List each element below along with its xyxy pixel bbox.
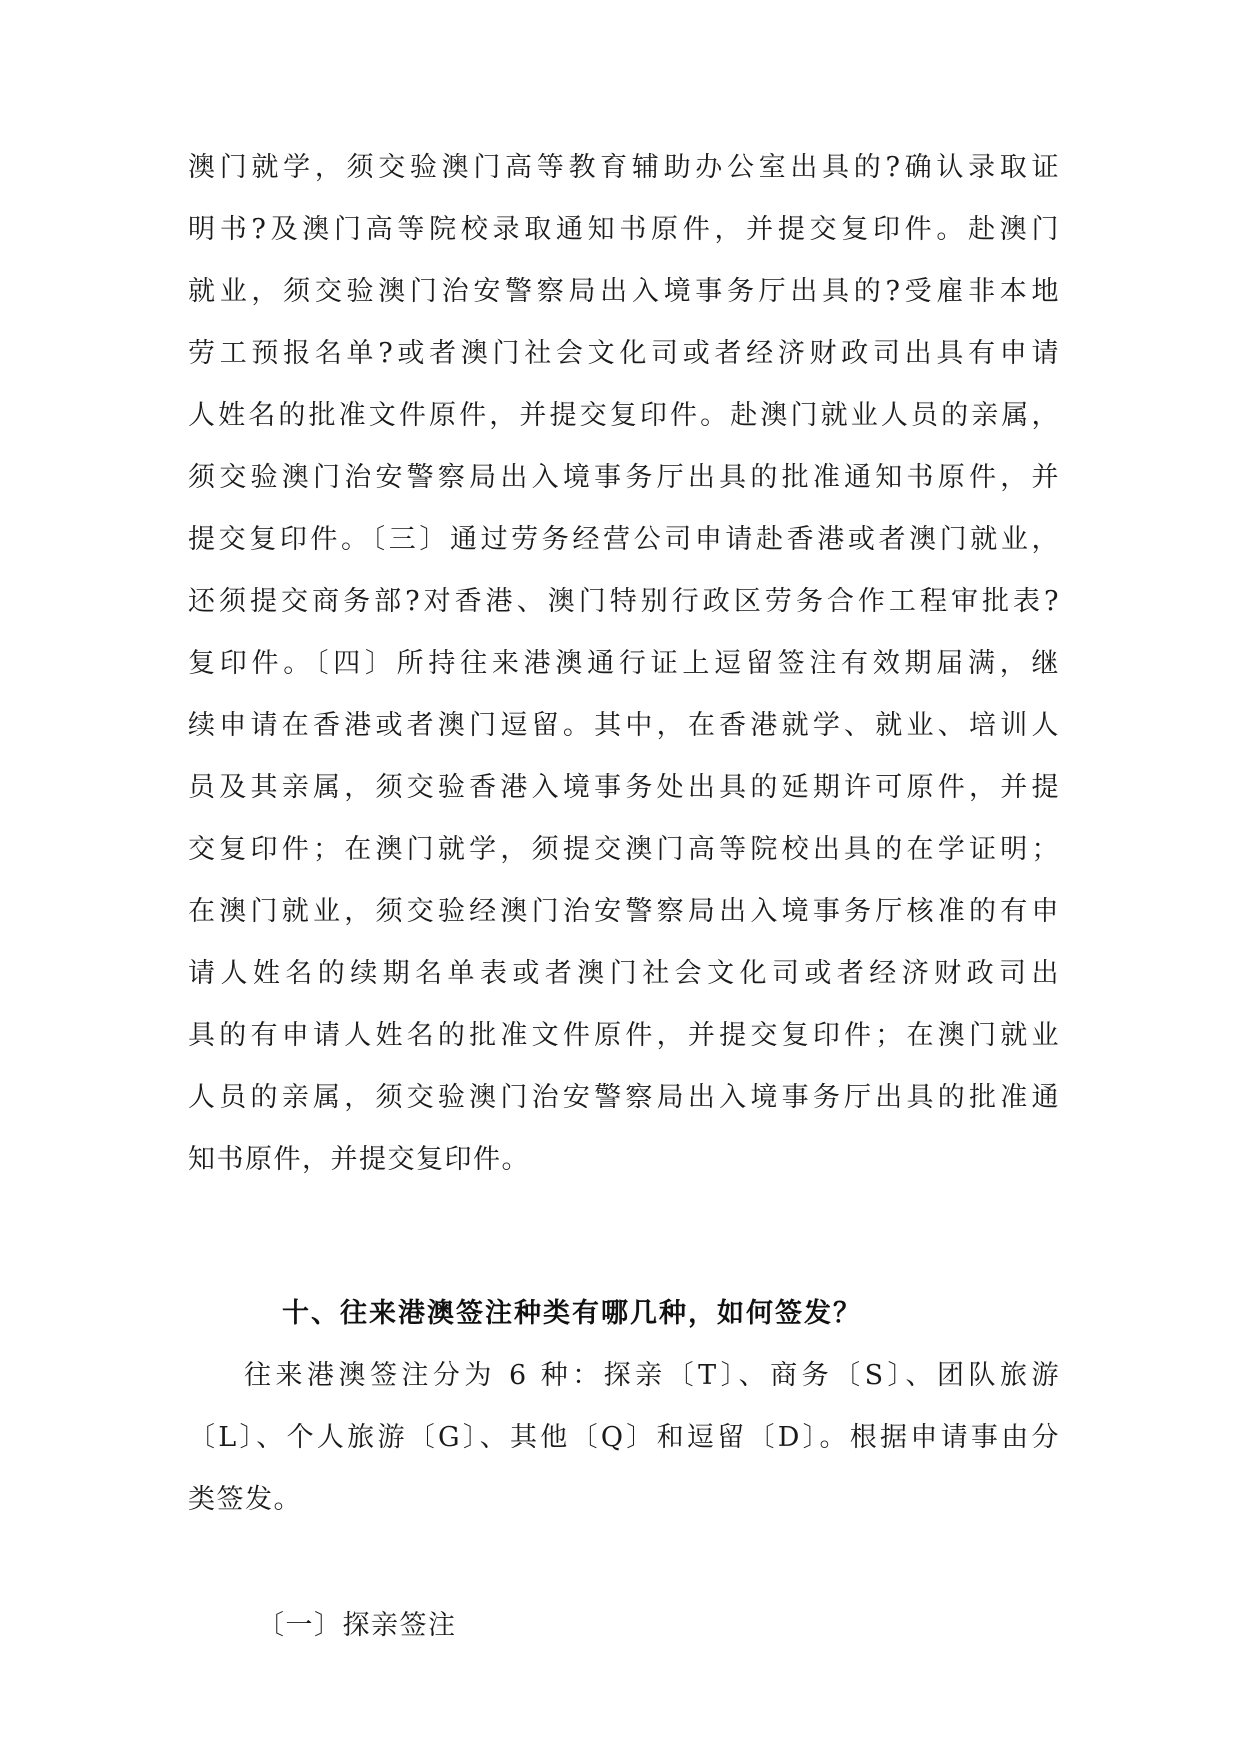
subsection-heading: 〔一〕探亲签注 [257,1610,457,1641]
paragraph-line: 澳门就学，须交验澳门高等教育辅助办公室出具的?确认录取证 [188,152,1060,183]
paragraph-line: 类签发。 [188,1484,302,1515]
paragraph-line: 人员的亲属，须交验澳门治安警察局出入境事务厅出具的批准通 [188,1082,1060,1113]
section-heading: 十、往来港澳签注种类有哪几种，如何签发？ [282,1298,862,1329]
paragraph-line: 交复印件；在澳门就学，须提交澳门高等院校出具的在学证明； [188,834,1060,865]
paragraph-line: 员及其亲属，须交验香港入境事务处出具的延期许可原件，并提 [188,772,1060,803]
section-paragraph [188,1345,1060,1531]
paragraph-line: 〔L〕、个人旅游〔G〕、其他〔Q〕和逗留〔D〕。根据申请事由分 [188,1422,1060,1453]
paragraph-line: 往来港澳签注分为 6 种：探亲〔T〕、商务〔S〕、团队旅游 [244,1360,1060,1391]
paragraph-line: 续申请在香港或者澳门逗留。其中，在香港就学、就业、培训人 [188,710,1060,741]
paragraph-line: 具的有申请人姓名的批准文件原件，并提交复印件；在澳门就业 [188,1020,1060,1051]
paragraph-line: 就业，须交验澳门治安警察局出入境事务厅出具的?受雇非本地 [188,276,1060,307]
paragraph-line: 还须提交商务部?对香港、澳门特别行政区劳务合作工程审批表? [188,586,1060,617]
paragraph-line: 在澳门就业，须交验经澳门治安警察局出入境事务厅核准的有申 [188,896,1060,927]
paragraph-line: 明书?及澳门高等院校录取通知书原件，并提交复印件。赴澳门 [188,214,1060,245]
paragraph-line: 人姓名的批准文件原件，并提交复印件。赴澳门就业人员的亲属， [188,400,1060,431]
paragraph-line: 知书原件，并提交复印件。 [188,1144,530,1175]
paragraph-continuation [188,137,1060,1191]
paragraph-line: 劳工预报名单?或者澳门社会文化司或者经济财政司出具有申请 [188,338,1060,369]
paragraph-line: 复印件。〔四〕所持往来港澳通行证上逗留签注有效期届满，继 [188,648,1060,679]
paragraph-line: 请人姓名的续期名单表或者澳门社会文化司或者经济财政司出 [188,958,1060,989]
paragraph-line: 提交复印件。〔三〕通过劳务经营公司申请赴香港或者澳门就业， [188,524,1060,555]
paragraph-line: 须交验澳门治安警察局出入境事务厅出具的批准通知书原件，并 [188,462,1060,493]
